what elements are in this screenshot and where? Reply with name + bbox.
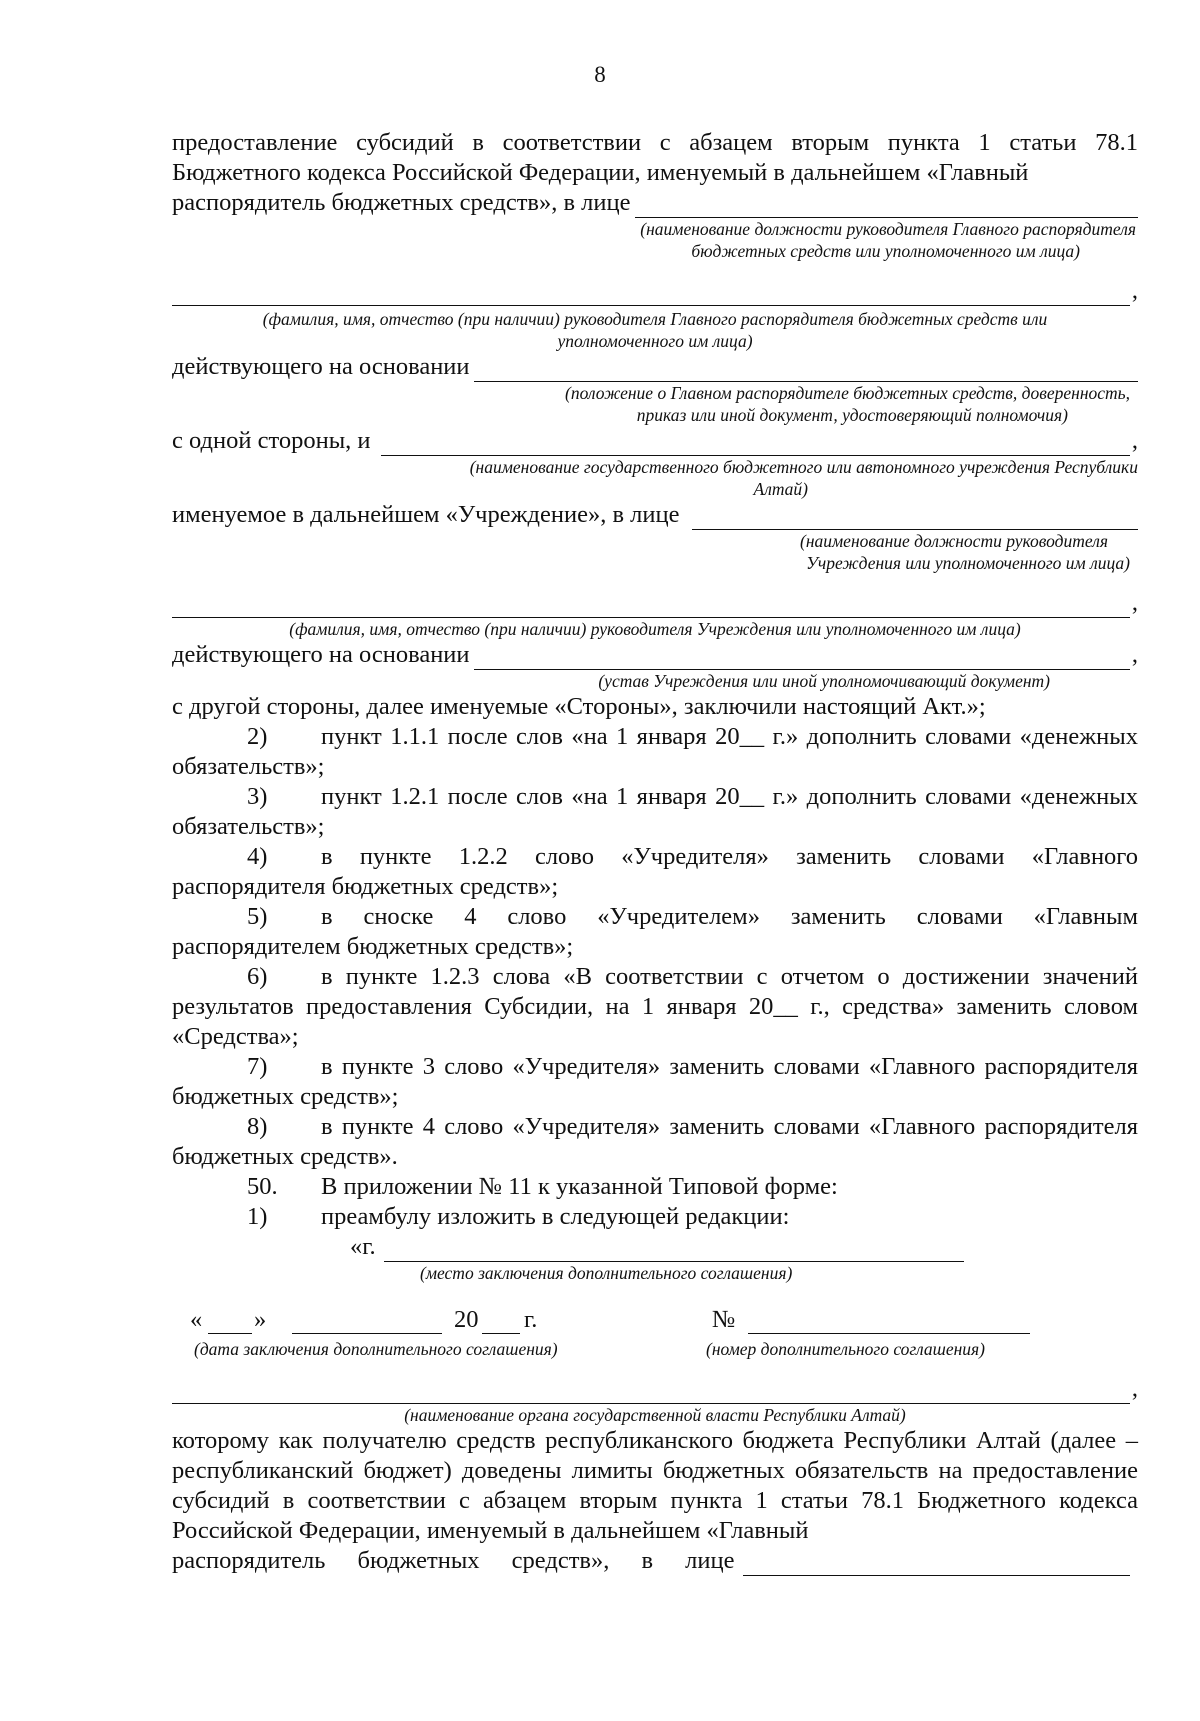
fullname-row: , — [172, 276, 1138, 306]
date-number-row — [172, 1304, 1138, 1338]
acting-row-1 — [172, 352, 1138, 382]
one-side-label: с одной стороны, и — [172, 427, 371, 454]
caption-line: (наименование должности руководителя Главного распорядителя — [640, 219, 1136, 239]
item-number: 1) — [247, 1203, 268, 1230]
item-number: 5) — [247, 903, 268, 930]
item-text: в сноске 4 слово «Учредителем» заменить словами «Главным распорядителем бюджетных средств»; — [172, 903, 1138, 960]
amendment-item — [172, 902, 1138, 962]
blank-line — [172, 595, 1130, 618]
one-side-row: с одной стороны, и , — [172, 427, 1138, 454]
caption-line: (наименование должности руководителя — [800, 531, 1108, 551]
number-sign: № — [712, 1306, 736, 1333]
representative-label: распорядитель бюджетных средств», в лице — [172, 1547, 735, 1574]
quote-open: « — [190, 1306, 203, 1333]
blank-line — [172, 283, 1130, 306]
blank-line — [474, 647, 1130, 670]
blank-line — [381, 433, 1130, 456]
caption-place: (место заключения дополнительного соглашения) — [420, 1263, 793, 1283]
caption-line: (фамилия, имя, отчество (при наличии) руководителя Главного распорядителя бюджетных средств или — [262, 309, 1048, 329]
acting-row-2: действующего на основании , — [172, 641, 1138, 668]
item-text: преамбулу изложить в следующей редакции: — [321, 1203, 790, 1230]
amendment-item — [172, 722, 1138, 782]
acting-label: действующего на основании — [172, 353, 470, 380]
amendment-list — [172, 722, 1138, 1172]
caption-institution — [172, 456, 1138, 500]
year-prefix: 20 — [454, 1306, 479, 1333]
item-text: В приложении № 11 к указанной Типовой форме: — [321, 1173, 838, 1200]
quote-close: » — [254, 1306, 267, 1333]
day-blank — [208, 1313, 252, 1334]
item-number: 2) — [247, 723, 268, 750]
city-row — [172, 1232, 964, 1262]
item-50 — [172, 1172, 1138, 1202]
page-number: 8 — [594, 62, 606, 87]
closing-paragraph: которому как получателю средств республиканского бюджета Республики Алтай (далее – республиканский бюджет) доведены лимиты бюджетных обязательств на предоставление субсидий в соответствии с абзацем вторым пункта 1 статьи 78.1 Бюджетного кодекса Российской Федерации, именуемый в дальнейшем «Главный — [172, 1427, 1138, 1544]
item-text: в пункте 3 слово «Учредителя» заменить словами «Главного распорядителя бюджетных средств»; — [172, 1053, 1138, 1110]
document-body — [172, 128, 1138, 1576]
amendment-item — [172, 842, 1138, 902]
blank-line — [743, 1553, 1131, 1576]
city-prefix: «г. — [350, 1233, 376, 1260]
caption-authority: (наименование органа государственной власти Республики Алтай) — [404, 1405, 906, 1425]
year-blank — [482, 1313, 520, 1334]
caption-line: (наименование государственного бюджетного или автономного учреждения Республики — [469, 457, 1138, 477]
item-text: пункт 1.1.1 после слов «на 1 января 20__ г.» дополнить словами «денежных обязательств»; — [172, 723, 1138, 780]
blank-line — [635, 195, 1139, 218]
acting-label: действующего на основании — [172, 641, 470, 668]
caption-inst-fullname: (фамилия, имя, отчество (при наличии) руководителя Учреждения или уполномоченного им лица) — [289, 619, 1021, 639]
item-number: 6) — [247, 963, 268, 990]
blank-line — [692, 507, 1139, 530]
caption-line: (положение о Главном распорядителе бюджетных средств, доверенность, — [565, 383, 1130, 403]
blank-line — [172, 1381, 1130, 1404]
other-side-paragraph: с другой стороны, далее именуемые «Стороны», заключили настоящий Акт.»; — [172, 693, 986, 720]
closing-representative-row — [172, 1546, 1130, 1576]
item-number: 3) — [247, 783, 268, 810]
caption-charter: (устав Учреждения или иной уполномочивающий документ) — [598, 671, 1050, 691]
caption-position — [172, 218, 1138, 262]
amendment-item — [172, 1112, 1138, 1172]
year-suffix: г. — [524, 1306, 538, 1333]
caption-line: приказ или иной документ, удостоверяющий полномочия) — [636, 405, 1068, 425]
item-1 — [172, 1202, 1138, 1232]
caption-date: (дата заключения дополнительного соглашения) — [194, 1339, 558, 1359]
caption-line: Учреждения или уполномоченного им лица) — [806, 553, 1130, 573]
item-text: в пункте 4 слово «Учредителя» заменить словами «Главного распорядителя бюджетных средств». — [172, 1113, 1138, 1170]
caption-line: Алтай) — [753, 479, 808, 499]
date-number-captions — [172, 1338, 1138, 1362]
intro-paragraph: предоставление субсидий в соответствии с абзацем вторым пункта 1 статьи 78.1 Бюджетного кодекса Российской Федерации, именуемый в дальнейшем «Главный — [172, 129, 1138, 186]
amendment-item — [172, 962, 1138, 1052]
item-number: 50. — [247, 1173, 278, 1200]
item-text: в пункте 1.2.2 слово «Учредителя» заменить словами «Главного распорядителя бюджетных средств»; — [172, 843, 1138, 900]
caption-basis — [172, 382, 1138, 426]
caption-fullname — [172, 308, 1138, 352]
authority-row: , — [172, 1374, 1138, 1404]
amendment-item — [172, 1052, 1138, 1112]
month-blank — [292, 1313, 442, 1334]
caption-number: (номер дополнительного соглашения) — [706, 1339, 985, 1359]
amendment-item — [172, 782, 1138, 842]
number-blank — [748, 1313, 1030, 1334]
blank-line — [384, 1239, 964, 1262]
named-institution-row — [172, 500, 1138, 530]
blank-line — [474, 359, 1138, 382]
inst-fullname-row: , — [172, 588, 1138, 618]
caption-line: уполномоченного им лица) — [557, 331, 753, 351]
item-text: в пункте 1.2.3 слова «В соответствии с отчетом о достижении значений результатов предоставления Субсидии, на 1 января 20__ г., средства» заменить словом «Средства»; — [172, 963, 1138, 1050]
representative-row — [172, 188, 1138, 218]
item-text: пункт 1.2.1 после слов «на 1 января 20__ г.» дополнить словами «денежных обязательств»; — [172, 783, 1138, 840]
representative-label: распорядитель бюджетных средств», в лице — [172, 189, 631, 216]
item-number: 7) — [247, 1053, 268, 1080]
caption-inst-position — [172, 530, 1138, 574]
item-number: 8) — [247, 1113, 268, 1140]
item-number: 4) — [247, 843, 268, 870]
named-institution-label: именуемое в дальнейшем «Учреждение», в лице — [172, 501, 680, 528]
caption-line: бюджетных средств или уполномоченного им лица) — [691, 241, 1080, 261]
